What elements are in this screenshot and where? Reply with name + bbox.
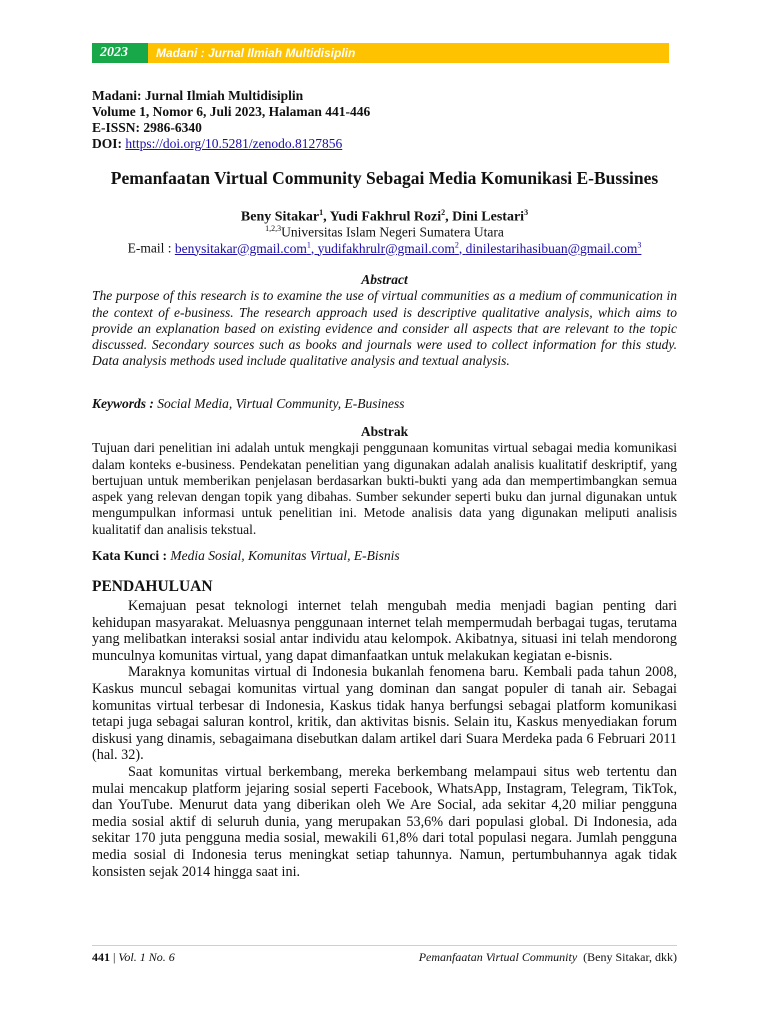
- journal-header-bar: [92, 43, 669, 63]
- running-title: Pemanfaatan Virtual Community: [418, 950, 578, 964]
- kata-kunci-line: [92, 548, 677, 564]
- meta-doi: [92, 136, 370, 152]
- author-name: Yudi Fakhrul Rozi: [329, 209, 442, 225]
- kata-kunci-value: Media Sosial, Komunitas Virtual, E-Bisnis: [170, 548, 400, 563]
- author-list: Beny Sitakar$^1$, Yudi Fakhrul Rozi$^2$, Dini Lestari$^3$: [240, 208, 529, 225]
- journal-meta: [92, 88, 370, 152]
- meta-volume: Volume 1, Nomor 6, Juli 2023, Halaman 441-446: [92, 104, 371, 119]
- email-line: [92, 237, 677, 257]
- author-sup: 3: [524, 208, 529, 217]
- paper-title: Pemanfaatan Virtual Community Sebagai Media Komunikasi E-Bussines: [110, 168, 659, 188]
- doi-label: DOI:: [92, 136, 126, 151]
- paragraph: Saat komunitas virtual berkembang, mereka berkembang melampaui situs web tertentu dan mulai mencakup platform jejaring sosial seperti Facebook, WhatsApp, Instagram, Telegram, TikTok, dan YouTube. Menurut data yang diberikan oleh We Are Social, ada sekitar 4,20 miliar pengguna media sosial aktif di seluruh dunia, yang merupakan 53,6% dari populasi global. Di Indonesia, ada sekitar 170 juta pengguna media sosial, mewakili 61,8% dari total populasi negara. Jumlah pengguna media sosial di Indonesia terus meningkat setiap tahunnya. Namun, pertumbuhannya agak tidak konsisten sejak 2014 hingga saat ini.: [92, 763, 677, 880]
- abstract-heading: Abstract: [361, 272, 408, 287]
- email-label: E-mail :: [127, 240, 175, 256]
- author-name: Beny Sitakar: [240, 209, 320, 225]
- affiliation-name: Universitas Islam Negeri Sumatera Utara: [281, 224, 504, 240]
- abstract-body: The purpose of this research is to examine the use of virtual communities as a medium of communication in the context of e-business. The research approach used is descriptive qualitative analysis, which aims to provide an explanation based on existing evidence and consider all aspects that are relevant to the topic discussed. Secondary sources such as books and journals were used to collect information for this study. Data analysis methods used include qualitative analysis and textual analysis.: [92, 288, 677, 369]
- footer-divider: [92, 945, 677, 946]
- page-number: 441: [92, 950, 110, 964]
- abstrak-section: [92, 424, 677, 538]
- header-year: 2023: [92, 43, 148, 63]
- abstrak-heading: Abstrak: [360, 424, 409, 439]
- footer-volume: Vol. 1 No. 6: [118, 950, 175, 964]
- paragraph: Maraknya komunitas virtual di Indonesia bukanlah fenomena baru. Kembali pada tahun 2008, Kaskus muncul sebagai komunitas virtual yang dominan dan sangat populer di tanah air. Sebagai komunitas virtual terbesar di Indonesia, Kaskus tidak hanya berfungsi sebagai platform komunikasi tetapi juga sebagai saluran kontrol, kritik, dan aktivitas bisnis. Selain itu, Kaskus menyediakan forum diskusi yang dinamis, sebagaimana disebutkan dalam artikel dari Suara Merdeka pada 6 Februari 2011 (hal. 32).: [92, 664, 677, 764]
- keywords-label: Keywords :: [92, 396, 158, 411]
- paragraph: Kemajuan pesat teknologi internet telah mengubah media menjadi bagian penting dari kehidupan masyarakat. Meluasnya penggunaan internet telah mempermudah berbagai tugas, terutama yang melibatkan interaksi sosial antar individu atau kelompok. Akibatnya, situasi ini telah mendorong munculnya komunitas virtual, yang dapat dimanfaatkan untuk melakukan kegiatan e-bisnis.: [92, 598, 677, 664]
- kata-kunci-label: Kata Kunci :: [92, 548, 171, 563]
- introduction-body: [92, 598, 677, 880]
- email-link[interactable]: benysitakar@gmail.com$^1$, yudifakhrulr@gmail.com$^2$, dinilestarihasibuan@gmail.com$^3$: [174, 240, 642, 256]
- footer-separator: |: [110, 950, 119, 964]
- footer-page-info: [92, 950, 175, 965]
- author-sup: 2: [441, 208, 446, 217]
- header-journal-name: Madani : Jurnal Ilmiah Multidisiplin: [148, 43, 669, 63]
- doi-link[interactable]: https://doi.org/10.5281/zenodo.8127856: [125, 136, 343, 151]
- author-name: Dini Lestari: [452, 209, 525, 225]
- abstrak-body: Tujuan dari penelitian ini adalah untuk mengkaji penggunaan komunitas virtual sebagai media komunikasi dalam konteks e-business. Pendekatan penelitian yang digunakan adalah analisis kualitatif deskriptif, yang bertujuan untuk memberikan penjelasan berdasarkan bukti-bukti yang ada dan mempertimbangkan semua aspek yang relevan dengan topik yang dibahas. Sumber sekunder seperti buku dan jurnal digunakan untuk mengumpulkan informasi untuk penelitian ini. Metode analisis data yang digunakan meliputi analisis kualitatif dan analisis tekstual.: [92, 440, 677, 537]
- keywords-line: [92, 396, 677, 412]
- meta-journal-name: Madani: Jurnal Ilmiah Multidisiplin: [92, 88, 304, 103]
- abstract-section: [92, 272, 677, 370]
- footer-running-head: [419, 950, 677, 965]
- affiliation-sup: 1,2,3: [265, 224, 282, 233]
- running-authors: (Beny Sitakar, dkk): [577, 950, 677, 964]
- keywords-value: Social Media, Virtual Community, E-Business: [157, 396, 405, 411]
- meta-eissn: E-ISSN: 2986-6340: [92, 120, 202, 135]
- section-heading-pendahuluan: PENDAHULUAN: [92, 578, 213, 595]
- author-sup: 1: [319, 208, 324, 217]
